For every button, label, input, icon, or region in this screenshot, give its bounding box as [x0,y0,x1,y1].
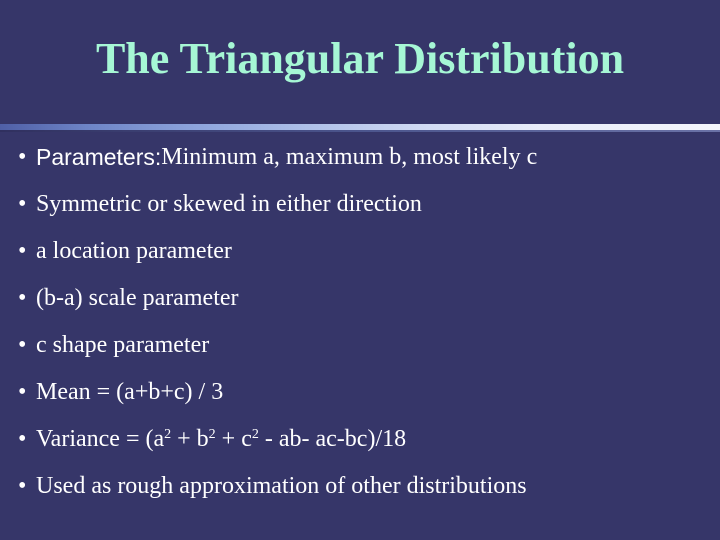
bullet-scale [18,275,708,322]
bullet-parameters [18,134,708,181]
bullet-location [18,228,708,275]
bullet-text: Mean = (a+b+c) / 3 [36,379,224,405]
bullet-list [18,134,708,510]
exponent: 2 [251,427,259,442]
bullet-approximation [18,463,708,510]
bullet-marker: • [18,426,27,452]
bullet-text: a location parameter [36,238,232,264]
bullet-symmetric [18,181,708,228]
bullet-marker: • [18,144,27,170]
bullet-marker: • [18,191,27,217]
bullet-marker: • [18,238,27,264]
bullet-text: (b-a) scale parameter [36,285,239,311]
bullet-marker: • [18,285,27,311]
slide-title: The Triangular Distribution [95,34,625,83]
variance-text [36,426,406,453]
variance-part: - ab- ac-bc)/18 [258,426,407,452]
exponent: 2 [164,427,172,442]
bullet-marker: • [18,473,27,499]
bullet-marker: • [18,379,27,405]
bullet-text: Symmetric or skewed in either direction [36,191,422,217]
bullet-text: c shape parameter [36,332,210,358]
bullet-variance [18,416,708,463]
title-divider-shadow [0,130,720,132]
bullet-text: Used as rough approximation of other distributions [36,473,527,499]
bullet-text: Minimum a, maximum b, most likely c [161,144,538,170]
bullet-marker: • [18,332,27,358]
variance-part: + b [171,426,209,452]
exponent: 2 [208,427,216,442]
bullet-shape [18,322,708,369]
bullet-lead-label: Parameters: [36,144,162,170]
variance-part: + c [215,426,252,452]
variance-part: Variance = (a [36,426,165,452]
bullet-mean [18,369,708,416]
